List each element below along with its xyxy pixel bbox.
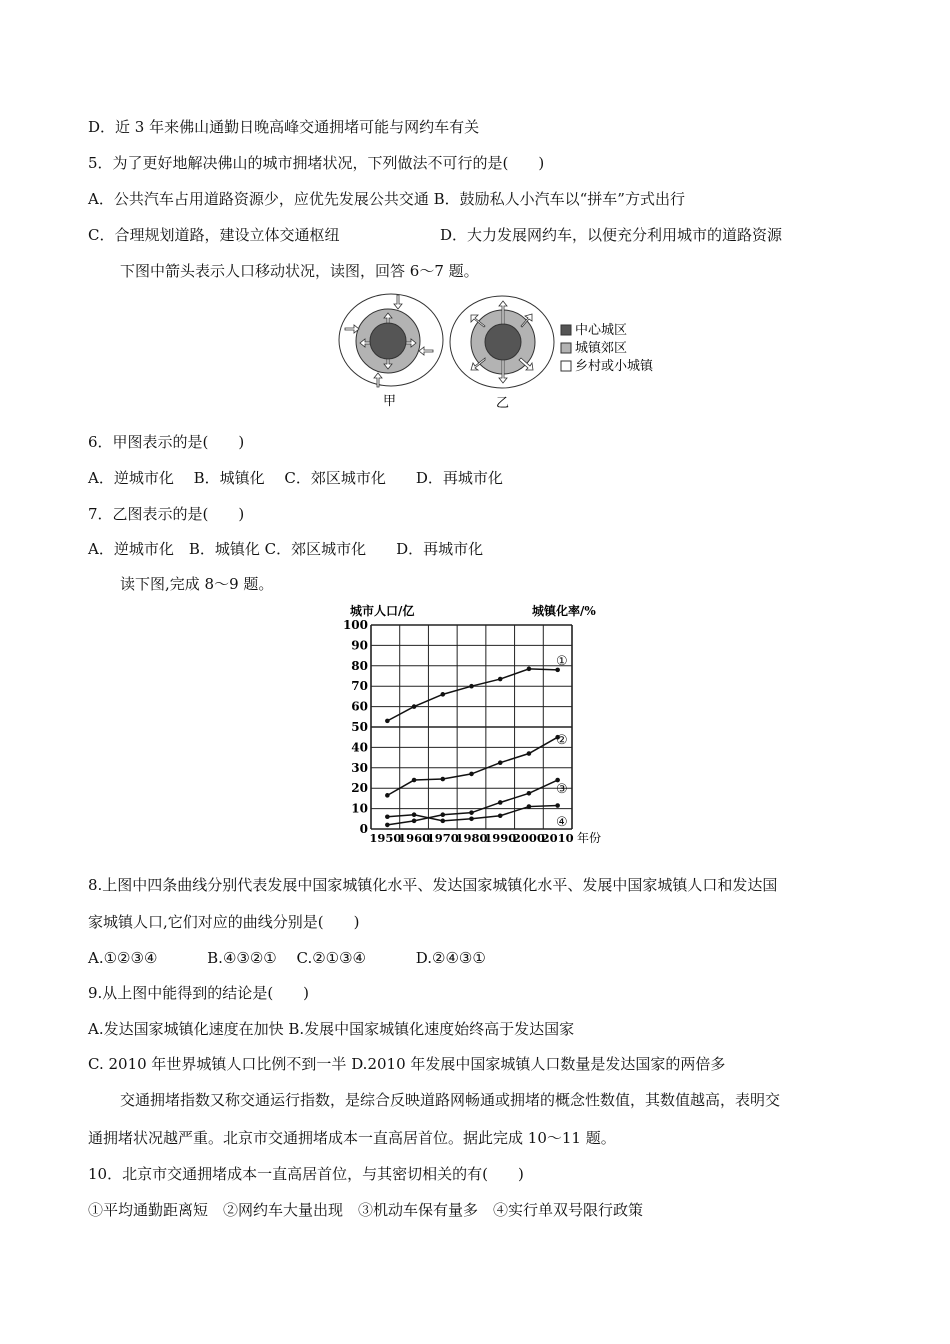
right-axis-title: 城镇化率/% [532, 604, 596, 618]
data-point [555, 803, 560, 808]
urbanization-chart [340, 600, 610, 845]
data-point [498, 813, 503, 818]
data-point [385, 814, 390, 819]
data-point [498, 677, 503, 682]
data-point [527, 791, 532, 796]
left-axis-title: 城市人口/亿 [350, 604, 415, 618]
y-tick-label: 60 [351, 699, 368, 714]
y-tick-label: 80 [351, 658, 368, 673]
x-tick-label: 1950 [369, 831, 402, 845]
series-label-2: ② [556, 733, 568, 749]
q7-options: A．逆城市化 B．城镇化 C．郊区城市化 D．再城市化 [88, 540, 484, 558]
q6-stem: 6．甲图表示的是( ) [88, 433, 245, 451]
y-tick-label: 20 [351, 781, 368, 796]
y-tick-label: 10 [351, 801, 368, 816]
q4-option-d: D．近 3 年来佛山通勤日晚高峰交通拥堵可能与网约车有关 [88, 118, 480, 136]
data-point [527, 667, 532, 672]
q9-stem: 9.从上图中能得到的结论是( ) [88, 984, 310, 1002]
x-axis-title: 年份 [577, 831, 602, 845]
q5-stem: 5．为了更好地解决佛山的城市拥堵状况，下列做法不可行的是( ) [88, 154, 545, 172]
population-movement-diagram [330, 290, 670, 410]
series-label-1: ① [556, 653, 568, 669]
intro-8-9: 读下图,完成 8～9 题。 [120, 575, 274, 593]
x-tick-label: 1990 [484, 831, 517, 845]
data-point [412, 778, 417, 783]
x-tick-label: 2000 [512, 831, 545, 845]
data-point [412, 704, 417, 709]
data-point [498, 800, 503, 805]
q9-options-ab: A.发达国家城镇化速度在加快 B.发展中国家城镇化速度始终高于发达国家 [88, 1020, 575, 1038]
data-point [412, 812, 417, 817]
q5-option-c: C．合理规划道路，建设立体交通枢纽 [88, 226, 340, 244]
passage-line-1: 交通拥堵指数又称交通运行指数，是综合反映道路网畅通或拥堵的概念性数值，其数值越高，表明交 [120, 1091, 781, 1109]
q8-stem-1: 8.上图中四条曲线分别代表发展中国家城镇化水平、发达国家城镇化水平、发展中国家城镇人口和发达国 [88, 876, 778, 894]
q10-stem: 10．北京市交通拥堵成本一直高居首位，与其密切相关的有( ) [88, 1165, 524, 1183]
data-point [469, 817, 474, 822]
q7-stem: 7．乙图表示的是( ) [88, 505, 245, 523]
data-point [440, 819, 445, 824]
y-tick-label: 100 [342, 618, 368, 632]
q8-options: A.①②③④ B.④③②① C.②①③④ D.②④③① [88, 949, 486, 967]
label-jia: 甲 [383, 394, 397, 409]
data-point [385, 719, 390, 724]
series-label-3: ③ [556, 782, 568, 798]
data-point [469, 684, 474, 689]
legend-suburb: 城镇郊区 [575, 341, 628, 356]
diagram-yi [450, 296, 554, 410]
legend [561, 322, 654, 374]
data-point [440, 692, 445, 697]
x-tick-label: 1970 [426, 831, 459, 845]
x-tick-label: 1960 [398, 831, 431, 845]
data-point [412, 819, 417, 824]
data-point [527, 804, 532, 809]
q5-option-d: D．大力发展网约车，以便充分利用城市的道路资源 [440, 226, 783, 244]
y-tick-label: 70 [351, 679, 368, 694]
passage-line-2: 通拥堵状况越严重。北京市交通拥堵成本一直高居首位。据此完成 10～11 题。 [88, 1129, 616, 1147]
x-tick-label: 1980 [455, 831, 488, 845]
y-tick-label: 30 [351, 760, 368, 775]
x-tick-label: 2010 [541, 831, 574, 845]
y-tick-label: 50 [351, 720, 368, 734]
data-point [385, 793, 390, 798]
label-yi: 乙 [496, 396, 510, 410]
series-line-1 [387, 669, 557, 721]
data-point [498, 760, 503, 765]
data-point [440, 777, 445, 782]
diagram-jia [339, 294, 443, 409]
series-label-4: ④ [556, 814, 568, 830]
data-point [440, 812, 445, 817]
q10-options: ①平均通勤距离短 ②网约车大量出现 ③机动车保有量多 ④实行单双号限行政策 [88, 1201, 644, 1219]
y-tick-label: 90 [351, 638, 368, 653]
legend-center-city: 中心城区 [575, 323, 628, 338]
legend-rural: 乡村或小城镇 [575, 359, 654, 374]
q6-options: A．逆城市化 B．城镇化 C．郊区城市化 D．再城市化 [88, 469, 503, 487]
y-tick-label: 40 [351, 740, 368, 755]
q8-stem-2: 家城镇人口,它们对应的曲线分别是( ) [88, 913, 360, 931]
intro-6-7: 下图中箭头表示人口移动状况，读图，回答 6～7 题。 [120, 262, 479, 280]
q9-options-cd: C. 2010 年世界城镇人口比例不到一半 D.2010 年发展中国家城镇人口数量是发达国家的两倍多 [88, 1055, 726, 1073]
data-point [469, 810, 474, 815]
q5-options-ab: A．公共汽车占用道路资源少，应优先发展公共交通 B．鼓励私人小汽车以“拼车”方式出行 [88, 190, 685, 208]
y-tick-label: 0 [359, 822, 368, 836]
data-point [385, 823, 390, 828]
series-line-2 [387, 737, 557, 795]
data-point [469, 772, 474, 777]
data-point [527, 751, 532, 756]
